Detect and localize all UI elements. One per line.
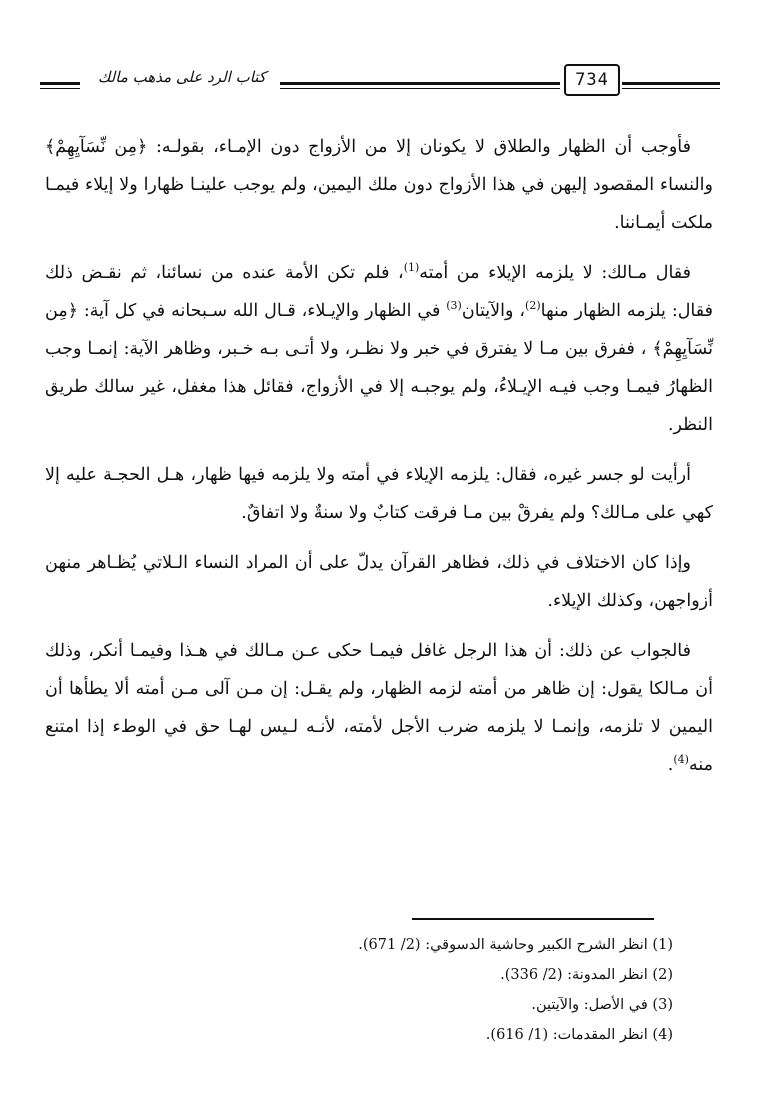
- paragraph-3: أرأيت لو جسر غيره، فقال: يلزمه الإيلاء في أمته ولا يلزمه فيها ظهار، هـل الحجـة عليه إلا كهي على مـالك؟ ولم يفرقْ بين مـا فرقت كتابٌ ولا سنةٌ ولا اتفاقٌ.: [45, 465, 713, 523]
- paragraph-2: [45, 254, 713, 444]
- paragraph-5: [45, 632, 713, 784]
- paragraph-5-part-a: فالجواب عن ذلك: أن هذا الرجل غافل فيمـا حكى عـن مـالك في هـذا وفيمـا أنكر، وذلك أن مـالكا يقول: إن ظاهر من أمته لزمه الظهار، ولم يقـل: إن مـن آلى مـن أمته ألا يطأها أن اليمين لا تلزمه، وإنمـا لا يلزمه ضرب الأجل لأمته، لأنـه لـيس لهـا حق في الوطء إذا امتنع منه: [45, 641, 713, 775]
- header-rule-left-thin: [40, 88, 80, 89]
- footnote-4: (4) انظر المقدمات: (1/ 616).: [485, 1027, 673, 1043]
- footnote-ref-3: (3): [446, 299, 462, 313]
- paragraph-2-part-c: ، والآيتان: [461, 301, 526, 321]
- header-rule-middle-thin: [280, 88, 560, 89]
- paragraph-2-part-a: فقال مـالك: لا يلزمه الإيلاء من أمته: [419, 263, 691, 283]
- page-number: 734: [564, 64, 620, 96]
- paragraph-1: فأوجب أن الظهار والطلاق لا يكونان إلا من الأزواج دون الإمـاء، بقولـه: ﴿مِن نِّسَآيِهِمْ﴾ والنساء المقصود إليهن في هذا الأزواج دون ملك اليمين، ولم يوجب علينـا ظهارا ولا إيلاء فيمـا ملكت أيمـاننا.: [45, 137, 713, 233]
- paragraph-5-part-b: .: [667, 755, 674, 775]
- header-rule-right: [622, 82, 720, 85]
- paragraph-2-part-b: ، فلم تكن الأمة عنده من نسائنا، ثم نقـض ذلك فقال: يلزمه الظهار منها: [45, 263, 713, 321]
- footnote-1: (1) انظر الشرح الكبير وحاشية الدسوقي: (2/ 671).: [358, 937, 673, 953]
- footnote-ref-1: (1): [403, 261, 420, 275]
- header-rule-right-thin: [622, 88, 720, 89]
- main-text: [45, 128, 713, 796]
- footnotes: [45, 930, 673, 1050]
- header-rule-left: [40, 82, 80, 85]
- footnote-3: (3) في الأصل: والآيتين.: [531, 997, 673, 1013]
- page-header: [40, 62, 720, 112]
- paragraph-4: وإذا كان الاختلاف في ذلك، فظاهر القرآن يدلّ على أن المراد النساء الـلاتي يُظـاهر منهن أزواجهن، وكذلك الإيلاء.: [45, 553, 713, 611]
- footnote-ref-2: (2): [525, 299, 541, 313]
- footnote-ref-4: (4): [673, 753, 689, 767]
- footnote-separator: [412, 918, 654, 920]
- paragraph-2-part-d: في الظهار والإيـلاء، قـال الله سـبحانه في كل آية: ﴿مِن نِّسَآيِهِمْ﴾ ، ففرق بين مـا لا يفترق في خبر ولا نظـر، ولا أتـى بـه خـبر، وظاهر الآية: إنمـا وجب الظهارُ فيمـا وجب فيـه الإيـلاءُ، ولم يوجبـه إلا في الأزواج، فقائل هذا مغفل، غير سالك طريق النظر.: [45, 301, 713, 435]
- header-rule-middle: [280, 82, 560, 85]
- running-title: كتاب الرد على مذهب مالك: [98, 68, 266, 86]
- footnote-2: (2) انظر المدونة: (2/ 336).: [500, 967, 673, 983]
